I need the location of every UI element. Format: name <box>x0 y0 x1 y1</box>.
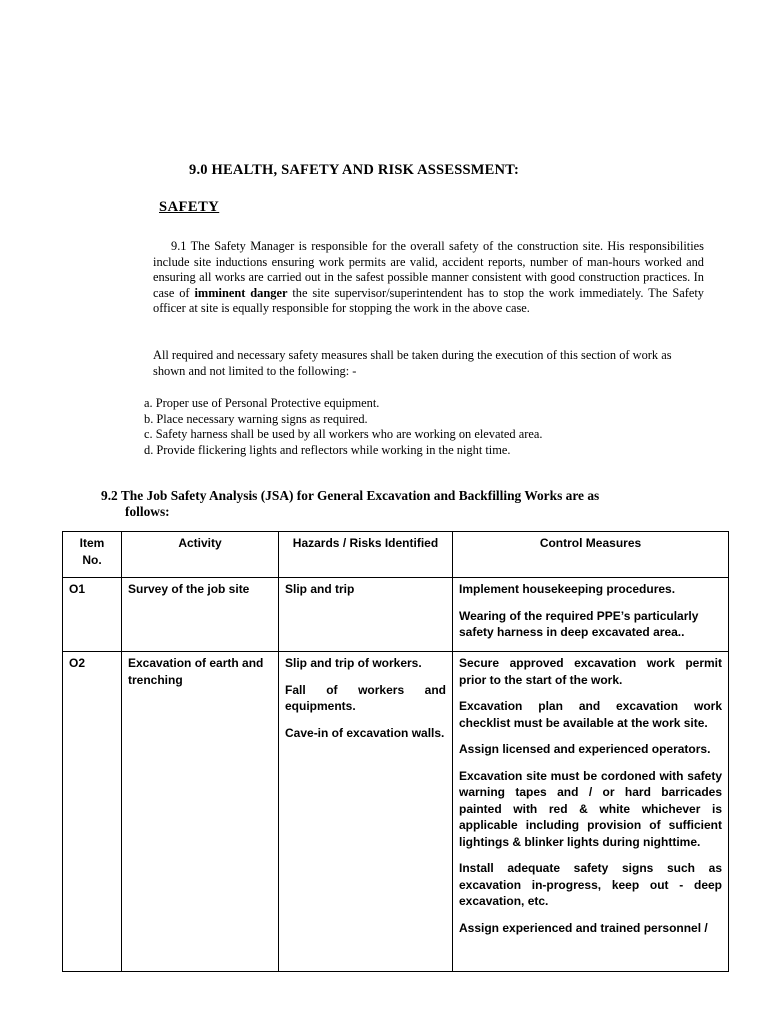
control-measures-cell <box>453 652 729 972</box>
control-measure-text: Assign experienced and trained personnel / <box>459 920 708 935</box>
table-row <box>63 578 729 652</box>
jsa-heading-line1: 9.2 The Job Safety Analysis (JSA) for General Excavation and Backfilling Works are as <box>101 488 600 503</box>
list-item: b. Place necessary warning signs as required. <box>144 411 368 426</box>
table-header-row <box>63 532 729 578</box>
control-measure-text: Excavation plan and excavation work checklist must be available at the work site. <box>459 699 722 730</box>
hazards-cell <box>279 578 453 652</box>
control-measure-text: Excavation site must be cordoned with safety warning tapes and / or hard barricades painted with red & white whichever is applicable including provision of sufficient lightings & blinker lights during nighttime. <box>459 768 722 849</box>
hazard-text: Fall of workers and equipments. <box>285 682 446 713</box>
hazard-text: Slip and trip of workers. <box>285 656 422 670</box>
list-item: a. Proper use of Personal Protective equipment. <box>144 396 380 410</box>
control-measure-text: Implement housekeeping procedures. <box>459 582 676 596</box>
activity-cell: Survey of the job site <box>122 578 279 652</box>
section-heading: 9.0 HEALTH, SAFETY AND RISK ASSESSMENT: <box>189 162 519 178</box>
control-measures-cell <box>453 578 729 652</box>
column-header-control-measures: Control Measures <box>453 532 729 578</box>
control-measure-text: Install adequate safety signs such as excavation in-progress, keep out - deep excavation, etc. <box>459 861 722 908</box>
table-row <box>63 652 729 972</box>
hazards-cell <box>279 652 453 972</box>
safety-requirements-list <box>144 396 724 458</box>
hazard-text: Cave-in of excavation walls. <box>285 725 445 740</box>
list-item: d. Provide flickering lights and reflectors while working in the night time. <box>144 442 511 457</box>
column-header-item-no: Item No. <box>63 532 122 578</box>
activity-cell: Excavation of earth and trenching <box>122 652 279 972</box>
item-no-cell: O2 <box>63 652 122 972</box>
jsa-heading <box>101 488 701 520</box>
jsa-table <box>62 531 729 972</box>
safety-manager-paragraph <box>153 239 704 317</box>
para1-text-b: the site supervisor/superintendent has to stop the work immediately. The Safety officer at site is equally responsible for stopping the work in the above case. <box>153 285 704 316</box>
safety-measures-paragraph: All required and necessary safety measures shall be taken during the execution of this section of work as shown and not limited to the following: - <box>153 348 672 378</box>
list-item: c. Safety harness shall be used by all workers who are working on elevated area. <box>144 427 543 442</box>
imminent-danger-text: imminent danger <box>194 285 288 300</box>
control-measure-text: Secure approved excavation work permit prior to the start of the work. <box>459 656 722 687</box>
jsa-heading-line2: follows: <box>125 504 170 519</box>
item-no-cell: O1 <box>63 578 122 652</box>
para1-text-a: 9.1 The Safety Manager is responsible for the overall safety of the construction site. His responsibilities include site inductions ensuring work permits are valid, accident reports, number of man-hours worked and ensuring all works are carried out in the safest possible manner consistent with good construction practices. In case of <box>153 239 704 300</box>
hazard-text: Slip and trip <box>285 582 355 596</box>
column-header-hazards: Hazards / Risks Identified <box>279 532 453 578</box>
safety-subheading: SAFETY <box>159 199 220 215</box>
column-header-activity: Activity <box>122 532 279 578</box>
control-measure-text: Assign licensed and experienced operators. <box>459 742 711 756</box>
control-measure-text: Wearing of the required PPE’s particularly safety harness in deep excavated area.. <box>459 608 699 639</box>
